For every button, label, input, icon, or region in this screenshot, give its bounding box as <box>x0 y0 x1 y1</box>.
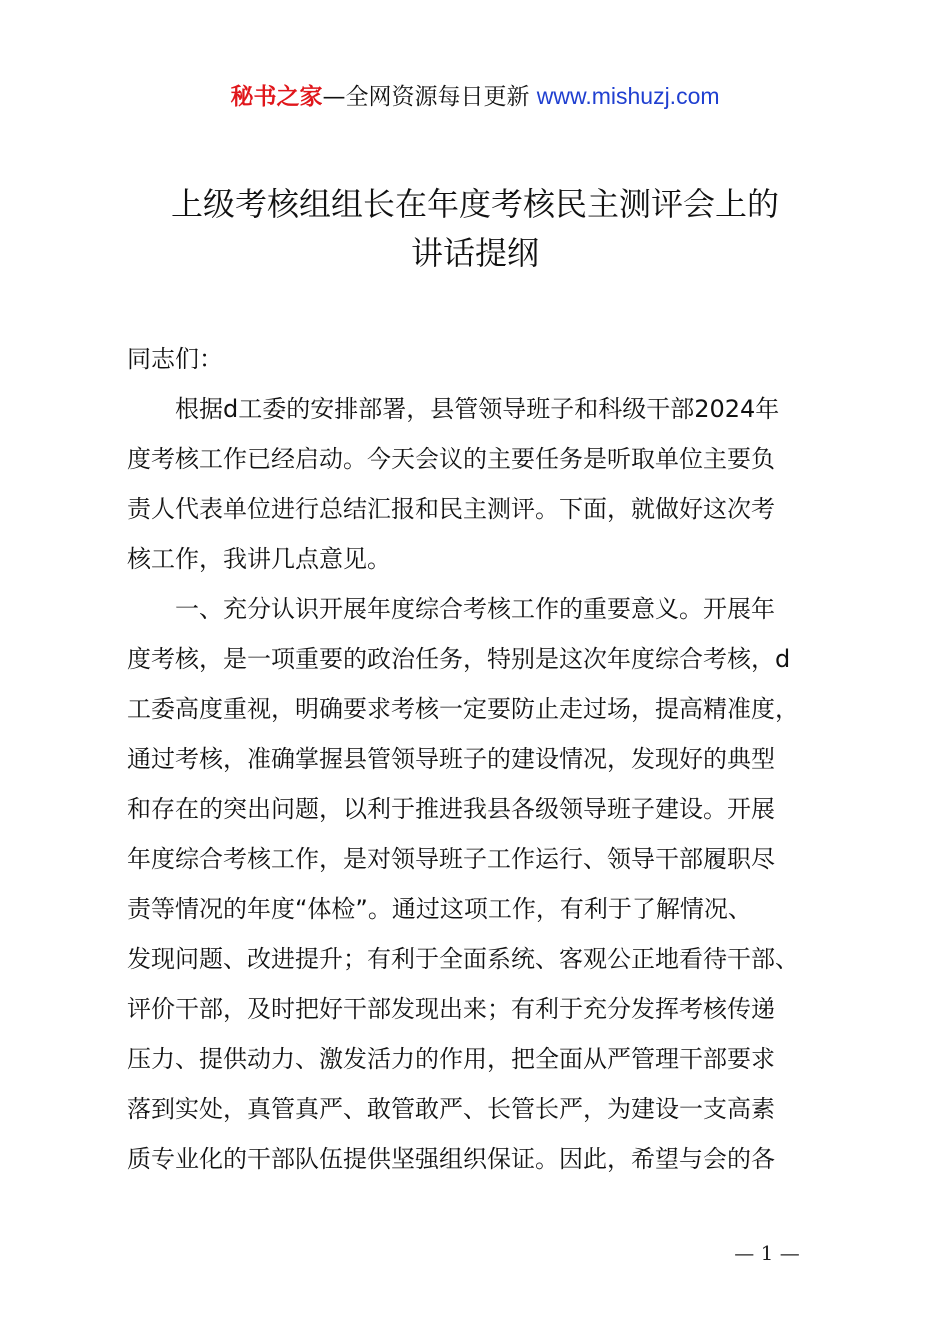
document-title <box>100 180 850 278</box>
body-line: 落到实处，真管真严、敢管敢严、长管长严，为建设一支高素 <box>127 1095 775 1123</box>
title-line-2: 讲话提纲 <box>410 234 539 272</box>
header-tagline: —全网资源每日更新 <box>322 84 537 110</box>
title-line-1: 上级考核组组长在年度考核民主测评会上的 <box>170 185 779 223</box>
body-line: 年度综合考核工作，是对领导班子工作运行、领导干部履职尽 <box>127 845 775 873</box>
body-line: 通过考核，准确掌握县管领导班子的建设情况，发现好的典型 <box>127 745 775 773</box>
body-line: 责人代表单位进行总结汇报和民主测评。下面，就做好这次考 <box>127 495 775 523</box>
page-number: — 1 — <box>734 1241 800 1265</box>
body-line: 质专业化的干部队伍提供坚强组织保证。因此，希望与会的各 <box>127 1145 775 1173</box>
body-line: 评价干部，及时把好干部发现出来；有利于充分发挥考核传递 <box>127 995 775 1023</box>
document-body <box>127 334 847 1184</box>
header-banner <box>0 78 950 115</box>
body-line: 核工作，我讲几点意见。 <box>127 545 391 573</box>
body-line: 度考核工作已经启动。今天会议的主要任务是听取单位主要负 <box>127 445 775 473</box>
site-url-link[interactable]: www.mishuzj.com <box>536 83 720 109</box>
body-line: 责等情况的年度“体检”。通过这项工作，有利于了解情况、 <box>127 895 752 923</box>
body-line: 压力、提供动力、激发活力的作用，把全面从严管理干部要求 <box>127 1045 775 1073</box>
brand-name: 秘书之家 <box>230 84 323 110</box>
body-line: 工委高度重视，明确要求考核一定要防止走过场，提高精准度， <box>127 695 799 723</box>
body-line: 发现问题、改进提升；有利于全面系统、客观公正地看待干部、 <box>127 945 799 973</box>
body-line: 根据d工委的安排部署，县管领导班子和科级干部2024年 <box>127 395 780 423</box>
body-line: 同志们： <box>127 345 223 373</box>
body-line: 度考核，是一项重要的政治任务，特别是这次年度综合考核，d <box>127 645 791 673</box>
body-line: 和存在的突出问题，以利于推进我县各级领导班子建设。开展 <box>127 795 775 823</box>
body-line: 一、充分认识开展年度综合考核工作的重要意义。开展年 <box>127 595 775 623</box>
